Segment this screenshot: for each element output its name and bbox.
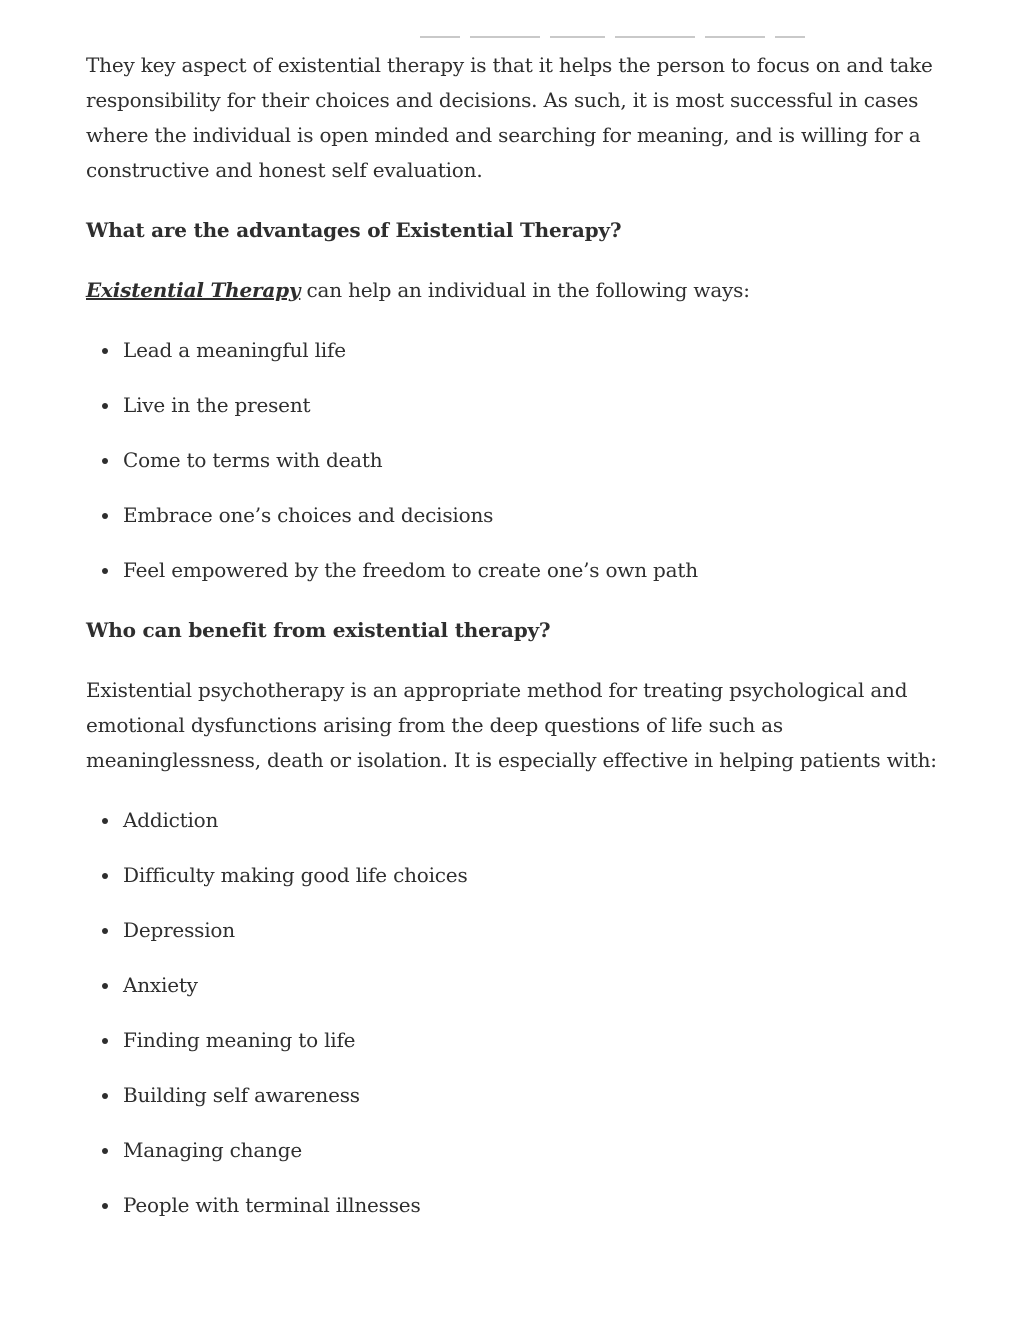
bullet-icon [102,1203,108,1209]
list-item-text: Difficulty making good life choices [123,863,468,887]
list-item-text: Anxiety [123,973,198,997]
existential-therapy-link[interactable]: Existential Therapy [86,278,301,302]
list-item [86,333,946,368]
list-item [86,1023,946,1058]
list-item [86,388,946,423]
list-item-text: Finding meaning to life [123,1028,356,1052]
advantages-heading: What are the advantages of Existential Therapy? [86,218,622,242]
bullet-icon [102,568,108,574]
bullet-icon [102,818,108,824]
list-item [86,498,946,533]
list-item-text: Embrace one’s choices and decisions [123,503,494,527]
bullet-icon [102,348,108,354]
bullet-icon [102,873,108,879]
bullet-icon [102,1093,108,1099]
list-item [86,803,946,838]
bullet-icon [102,458,108,464]
bullet-icon [102,983,108,989]
list-item-text: People with terminal illnesses [123,1193,421,1217]
list-item [86,968,946,1003]
list-item [86,1133,946,1168]
cropped-text-fragment [420,36,840,40]
advantages-lead [86,273,946,308]
list-item [86,443,946,478]
bullet-icon [102,513,108,519]
list-item-text: Come to terms with death [123,448,383,472]
list-item-text: Live in the present [123,393,311,417]
beneficiaries-heading: Who can benefit from existential therapy? [86,618,551,642]
list-item-text: Depression [123,918,235,942]
bullet-icon [102,403,108,409]
list-item-text: Lead a meaningful life [123,338,346,362]
list-item [86,1188,946,1223]
list-item [86,553,946,588]
list-item-text: Feel empowered by the freedom to create one’s own path [123,558,698,582]
list-item [86,1078,946,1113]
list-item-text: Addiction [123,808,219,832]
intro-paragraph: They key aspect of existential therapy is that it helps the person to focus on and take responsibility for their choices and decisions. As such, it is most successful in cases where the individual is open minded and searching for meaning, and is willing for a constructive and honest self evaluation. [86,53,933,182]
bullet-icon [102,1038,108,1044]
advantages-lead-text: can help an individual in the following ways: [300,278,750,302]
beneficiaries-paragraph: Existential psychotherapy is an appropriate method for treating psychological and emotional dysfunctions arising from the deep questions of life such as meaninglessness, death or isolation. It is especially effective in helping patients with: [86,678,937,772]
bullet-icon [102,928,108,934]
list-item-text: Managing change [123,1138,302,1162]
advantages-list [86,333,946,588]
list-item-text: Building self awareness [123,1083,360,1107]
article-body [86,48,946,1248]
beneficiaries-list [86,803,946,1223]
list-item [86,913,946,948]
list-item [86,858,946,893]
bullet-icon [102,1148,108,1154]
